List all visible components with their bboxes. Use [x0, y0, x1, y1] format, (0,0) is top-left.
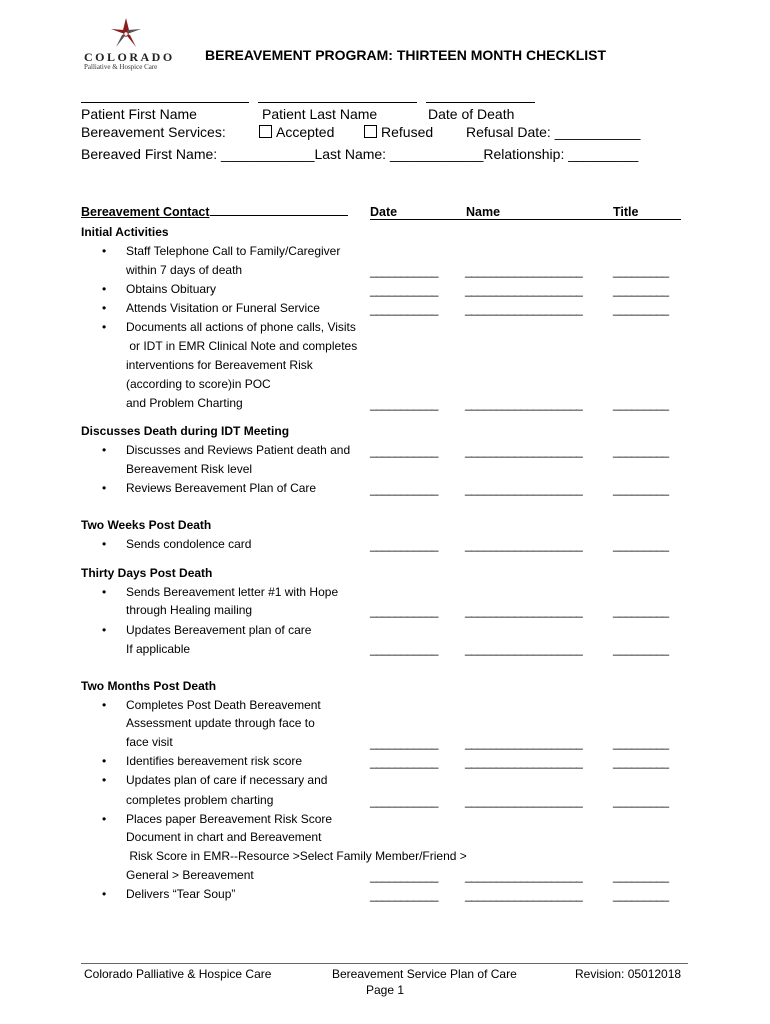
column-header-date: Date	[370, 205, 398, 219]
name-field[interactable]: ___________________	[465, 642, 583, 656]
section-title-two-months: Two Months Post Death	[81, 679, 217, 693]
refused-checkbox[interactable]	[364, 125, 377, 138]
date-field[interactable]: ___________	[370, 755, 438, 769]
list-item: Identifies bereavement risk score	[126, 754, 303, 768]
page-title: BEREAVEMENT PROGRAM: THIRTEEN MONTH CHECKLIST	[205, 47, 607, 63]
list-item: Documents all actions of phone calls, Visits	[126, 320, 356, 334]
name-field[interactable]: ___________________	[465, 888, 583, 902]
footer-page-number: Page 1	[366, 983, 405, 997]
name-field[interactable]: ___________________	[465, 604, 583, 618]
title-field[interactable]: _________	[613, 869, 669, 883]
list-item: Reviews Bereavement Plan of Care	[126, 481, 317, 495]
list-item: Updates plan of care if necessary and	[126, 773, 328, 787]
list-item: and Problem Charting	[126, 396, 243, 410]
title-field[interactable]: _________	[613, 604, 669, 618]
date-field[interactable]: ___________	[370, 869, 438, 883]
title-field[interactable]: _________	[613, 755, 669, 769]
date-field[interactable]: ___________	[370, 302, 438, 316]
name-field[interactable]: ___________________	[465, 794, 583, 808]
name-field[interactable]: ___________________	[465, 869, 583, 883]
list-item: General > Bereavement	[126, 868, 254, 882]
footer-revision: Revision: 05012018	[575, 967, 682, 981]
bullet: •	[102, 282, 107, 296]
patient-last-name-field[interactable]	[258, 102, 417, 103]
bullet: •	[102, 320, 107, 334]
section-title-two-weeks: Two Weeks Post Death	[81, 518, 212, 532]
column-header-contact: Bereavement Contact	[81, 205, 348, 219]
title-field[interactable]: _________	[613, 302, 669, 316]
date-field[interactable]: ___________	[370, 604, 438, 618]
title-field[interactable]: _________	[613, 736, 669, 750]
list-item: Attends Visitation or Funeral Service	[126, 301, 320, 315]
list-item: Sends Bereavement letter #1 with Hope	[126, 585, 339, 599]
list-item: Delivers “Tear Soup”	[126, 887, 236, 901]
list-item: within 7 days of death	[126, 263, 243, 277]
list-item: completes problem charting	[126, 793, 274, 807]
footer-org: Colorado Palliative & Hospice Care	[84, 967, 272, 981]
bullet: •	[102, 481, 107, 495]
name-field[interactable]: ___________________	[465, 444, 583, 458]
star-flower-icon	[80, 16, 176, 52]
logo-subtitle: Palliative & Hospice Care	[84, 63, 158, 71]
patient-first-name-label: Patient First Name	[81, 106, 197, 122]
date-field[interactable]: ___________	[370, 642, 438, 656]
services-label: Bereavement Services:	[81, 124, 226, 140]
date-field[interactable]: ___________	[370, 397, 438, 411]
date-field[interactable]: ___________	[370, 794, 438, 808]
bullet: •	[102, 698, 107, 712]
column-header-name: Name	[466, 205, 501, 219]
patient-last-name-label: Patient Last Name	[262, 106, 378, 122]
list-item: face visit	[126, 735, 173, 749]
bullet: •	[102, 537, 107, 551]
list-item: Assessment update through face to	[126, 716, 315, 730]
list-item: Obtains Obituary	[126, 282, 217, 296]
date-field[interactable]: ___________	[370, 888, 438, 902]
section-title-initial: Initial Activities	[81, 225, 169, 239]
date-of-death-label: Date of Death	[428, 106, 515, 122]
footer-doc-name: Bereavement Service Plan of Care	[332, 967, 517, 981]
refused-label: Refused	[381, 124, 434, 140]
title-field[interactable]: _________	[613, 264, 669, 278]
footer-divider	[81, 963, 688, 964]
title-field[interactable]: _________	[613, 482, 669, 496]
date-field[interactable]: ___________	[370, 736, 438, 750]
name-field[interactable]: ___________________	[465, 302, 583, 316]
name-field[interactable]: ___________________	[465, 482, 583, 496]
title-field[interactable]: _________	[613, 444, 669, 458]
bullet: •	[102, 443, 107, 457]
title-field[interactable]: _________	[613, 642, 669, 656]
title-field[interactable]: _________	[613, 888, 669, 902]
date-of-death-field[interactable]	[426, 102, 535, 103]
accepted-label: Accepted	[276, 124, 335, 140]
list-item: Sends condolence card	[126, 537, 252, 551]
date-field[interactable]: ___________	[370, 538, 438, 552]
header-underline	[370, 219, 681, 220]
date-field[interactable]: ___________	[370, 264, 438, 278]
bereaved-line[interactable]: Bereaved First Name: ____________Last Name: ____________Relationship: _________	[81, 146, 639, 162]
name-field[interactable]: ___________________	[465, 283, 583, 297]
title-field[interactable]: _________	[613, 397, 669, 411]
bullet: •	[102, 623, 107, 637]
accepted-checkbox[interactable]	[259, 125, 272, 138]
patient-first-name-field[interactable]	[81, 102, 249, 103]
bullet: •	[102, 301, 107, 315]
name-field[interactable]: ___________________	[465, 736, 583, 750]
logo-wordmark: COLORADO	[84, 50, 175, 64]
bullet: •	[102, 754, 107, 768]
bullet: •	[102, 773, 107, 787]
refused-option[interactable]	[364, 124, 433, 140]
list-item: Document in chart and Bereavement	[126, 830, 322, 844]
title-field[interactable]: _________	[613, 538, 669, 552]
list-item: Staff Telephone Call to Family/Caregiver	[126, 244, 341, 258]
accepted-option[interactable]	[259, 124, 334, 140]
bullet: •	[102, 244, 107, 258]
colorado-logo	[80, 16, 176, 72]
list-item: Places paper Bereavement Risk Score	[126, 812, 333, 826]
bullet: •	[102, 887, 107, 901]
section-title-idt: Discusses Death during IDT Meeting	[81, 424, 290, 438]
name-field[interactable]: ___________________	[465, 755, 583, 769]
list-item: Updates Bereavement plan of care	[126, 623, 312, 637]
list-item: Discusses and Reviews Patient death and	[126, 443, 351, 457]
name-field[interactable]: ___________________	[465, 264, 583, 278]
list-item: Risk Score in EMR--Resource >Select Family Member/Friend >	[126, 849, 467, 863]
bullet: •	[102, 585, 107, 599]
section-title-thirty-days: Thirty Days Post Death	[81, 566, 213, 580]
list-item: If applicable	[126, 642, 191, 656]
title-field[interactable]: _________	[613, 794, 669, 808]
list-item: Completes Post Death Bereavement	[126, 698, 321, 712]
title-field[interactable]: _________	[613, 283, 669, 297]
list-item: (according to score)in POC	[126, 377, 271, 391]
date-field[interactable]: ___________	[370, 482, 438, 496]
list-item: or IDT in EMR Clinical Note and completes	[126, 339, 358, 353]
column-header-title: Title	[613, 205, 639, 219]
list-item: interventions for Bereavement Risk	[126, 358, 313, 372]
list-item: Bereavement Risk level	[126, 462, 253, 476]
name-field[interactable]: ___________________	[465, 538, 583, 552]
name-field[interactable]: ___________________	[465, 397, 583, 411]
bullet: •	[102, 812, 107, 826]
date-field[interactable]: ___________	[370, 283, 438, 297]
date-field[interactable]: ___________	[370, 444, 438, 458]
list-item: through Healing mailing	[126, 603, 253, 617]
refusal-date-field[interactable]: Refusal Date: ___________	[466, 124, 641, 140]
